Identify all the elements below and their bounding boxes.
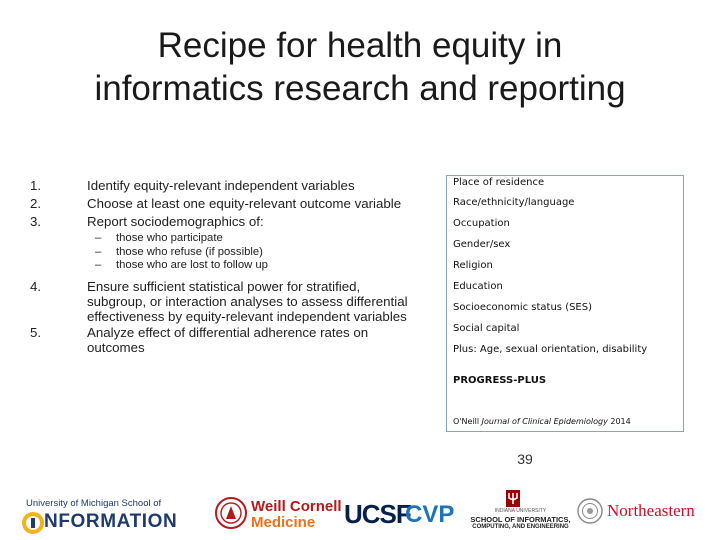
list-item [24, 325, 419, 355]
list-item [24, 214, 419, 229]
list-item [24, 178, 419, 193]
list-item-text: Identify equity-relevant independent variables [87, 178, 355, 193]
ucsf-logo-text: UCSF [344, 499, 411, 529]
list-item-text: Choose at least one equity-relevant outcome variable [87, 196, 402, 211]
list-item [24, 196, 419, 211]
sub-list-dash: – [95, 232, 102, 244]
sub-list-item [24, 246, 419, 260]
ucsf-logo [344, 499, 411, 530]
list-item-number: 5. [30, 324, 42, 340]
factor-item: Religion [453, 260, 493, 271]
factor-item: Occupation [453, 218, 510, 229]
page-number: 39 [517, 451, 533, 467]
iu-school-subtitle: COMPUTING, AND ENGINEERING [472, 524, 569, 530]
factor-item: Gender/sex [453, 239, 511, 250]
citation [453, 417, 631, 426]
weill-cornell-name: Weill Cornell [251, 498, 342, 515]
weill-cornell-logo [215, 494, 342, 534]
sub-list-text: those who refuse (if possible) [116, 245, 263, 258]
sub-list-dash: – [95, 259, 102, 271]
iu-university-name: INDIANA UNIVERSITY [494, 508, 547, 514]
iu-trident-icon [506, 490, 520, 507]
iu-school-name: SCHOOL OF INFORMATICS, [470, 515, 571, 524]
umich-i-icon [22, 512, 44, 534]
iu-informatics-logo [468, 490, 573, 536]
progress-plus-label: PROGRESS-PLUS [453, 375, 547, 386]
factor-item: Plus: Age, sexual orientation, disability [453, 344, 648, 355]
list-item-number: 4. [30, 278, 42, 294]
northeastern-logo-text: Northeastern [607, 501, 695, 520]
sub-list-item [24, 232, 419, 246]
list-item-number: 1. [30, 178, 42, 193]
factor-item: Race/ethnicity/language [453, 197, 575, 208]
partner-logos [0, 488, 720, 538]
list-item [24, 279, 419, 324]
weill-cornell-medicine: Medicine [251, 514, 316, 531]
umich-logo-text-top: University of Michigan School of [26, 498, 162, 509]
umich-logo-text-main: NFORMATION [44, 511, 178, 532]
citation-author: O'Neill [453, 417, 480, 426]
sub-list-text: those who participate [116, 232, 223, 244]
sub-list-item [24, 259, 419, 273]
cvp-logo [405, 501, 454, 529]
northeastern-seal-icon [577, 498, 603, 524]
citation-year: 2014 [610, 417, 631, 426]
factor-item: Social capital [453, 323, 520, 334]
factor-item: Place of residence [453, 177, 545, 188]
umich-information-logo [22, 498, 200, 534]
list-item-text: Report sociodemographics of: [87, 214, 264, 229]
citation-journal: Journal of Clinical Epidemiology [481, 417, 608, 426]
list-item-text: Analyze effect of differential adherence rates on outcomes [87, 324, 369, 355]
slide-title-line-2: informatics research and reporting [94, 69, 626, 108]
list-item-number: 2. [30, 196, 42, 211]
list-item-text: Ensure sufficient statistical power for stratified, subgroup, or interaction analyses to assess differential effectiveness by equity-relevant independent variables [87, 278, 408, 324]
sub-list [24, 232, 419, 273]
recipe-steps-list [24, 178, 419, 355]
sub-list-text: those who are lost to follow up [116, 259, 268, 271]
progress-plus-box [446, 175, 684, 432]
factor-item: Socioeconomic status (SES) [453, 302, 593, 313]
slide-title [40, 24, 680, 110]
factor-item: Education [453, 281, 503, 292]
list-item-number: 3. [30, 214, 42, 229]
slide-title-line-1: Recipe for health equity in [157, 26, 563, 65]
sub-list-dash: – [95, 245, 102, 258]
weill-cornell-seal-icon [215, 496, 247, 530]
cvp-logo-text: CVP [405, 501, 455, 528]
northeastern-logo [577, 498, 712, 528]
